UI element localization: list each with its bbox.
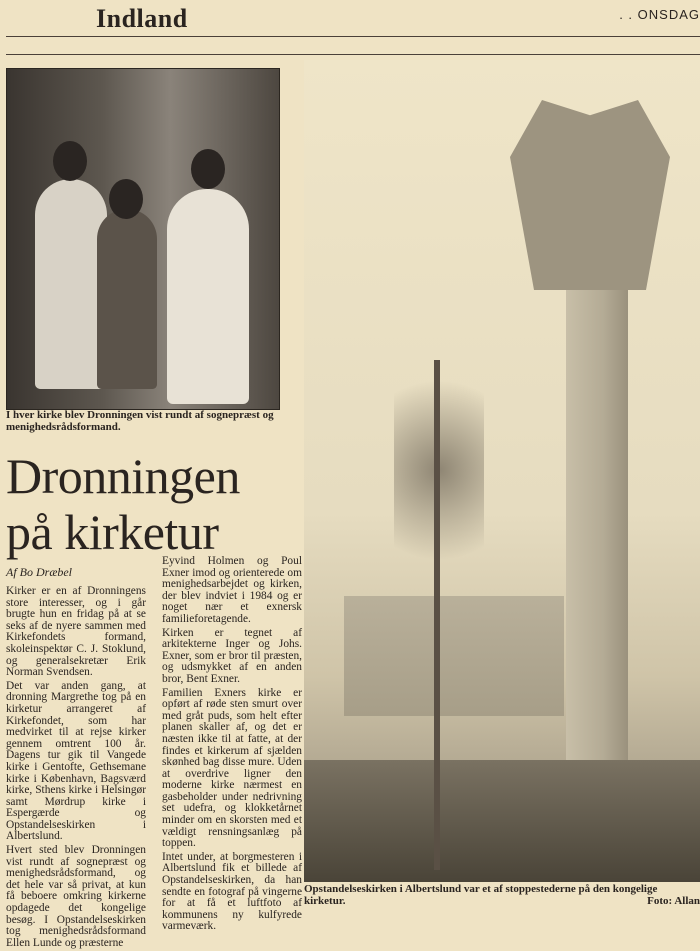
paragraph: Det var anden gang, at dronning Margrethe tog på en kirketur arrangeret af Kirkefondet, som har medvirket til at rejse kirker gennem omtrent 100 år. Dagens tur gik til Vangede kirke i Gentofte, Gethsemane kirke i København, Bagsværd kirke, Sthens kirke i Helsingør samt Mørdrup kirke i Espergærde og Opstandelseskirken i Albertslund. [6,679,146,843]
church-tower-photo [304,60,700,882]
header-rule-bottom [6,54,700,55]
paragraph: Eyvind Holmen og Poul Exner imod og orienterede om menighedsarbejdet og kirken, der blev indviet i 1984 og er noget nær et exnersk familieforetagende. [162,555,302,625]
caption-line-1: Opstandelseskirken i Albertslund var et af stoppestederne på den kongelige [304,883,658,895]
paragraph: Kirken er tegnet af arkitekterne Inger og Johs. Exner, som er bror til præsten, og udsmykket af en anden bror, Bent Exner. [162,626,302,685]
header-rule-top [6,36,700,37]
figure-queen [167,189,249,404]
paragraph: Kirker er en af Dronningens store interesser, og i går brugte hun en fridag på at se seks af de nyere sammen med Kirkefondets formand, skoleinspektør C. J. Stoklund, og generalsekretær Erik Norman Svendsen. [6,585,146,679]
article-column-2 [162,556,302,935]
bell-tower-top [510,100,670,290]
figure-head-left [53,141,87,181]
church-building [344,596,564,716]
section-title: Indland [96,4,188,33]
queen-visit-photo [6,68,280,410]
headline-line-1: Dronningen [6,448,240,504]
figure-head-middle [109,179,143,219]
article-column-1 [6,586,146,951]
photo-caption-right [304,883,700,907]
photo-credit: Foto: Allan [647,895,700,907]
caption-line-2: kirketur. [304,895,346,907]
tree-trunk [434,360,440,870]
byline: Af Bo Dræbel [6,565,72,579]
headline-line-2: på kirketur [6,504,219,560]
day-label: . . ONSDAG [619,7,700,22]
paragraph: Hvert sted blev Dronningen vist rundt af sognepræst og menighedsrådsformand, og det hele var så privat, at kun få beboere omkring kirkerne opdagede det kongelige besøg. I Opstandelseskirken tog menighedsrådsformand Ellen Lunde og præsterne [6,844,146,949]
photo-caption-left: I hver kirke blev Dronningen vist rundt af sognepræst og menighedsrådsformand. [6,409,274,433]
figure-head-queen [191,149,225,189]
headline [6,448,302,560]
ground [304,760,700,882]
figure-middle [97,209,157,389]
paragraph: Intet under, at borgmesteren i Albertslund fik et billede af Opstandelseskirken, da han sendte en fotograf på vingerne for at få et luftfoto af kommunens ny kulfyrede varmeværk. [162,850,302,933]
paragraph: Familien Exners kirke er opført af røde sten smurt over med gråt puds, som helt efter planen skaller af, og det er næsten ikke til at fatte, at der findes et kirkerum af sjælden skønhed bag disse mure. Uden at overdrive ligner den moderne kirke nærmest en gasbeholder under nedrivning set udefra, og klokketårnet minder om en skorsten med et vældigt rensningsanlæg på toppen. [162,686,302,850]
